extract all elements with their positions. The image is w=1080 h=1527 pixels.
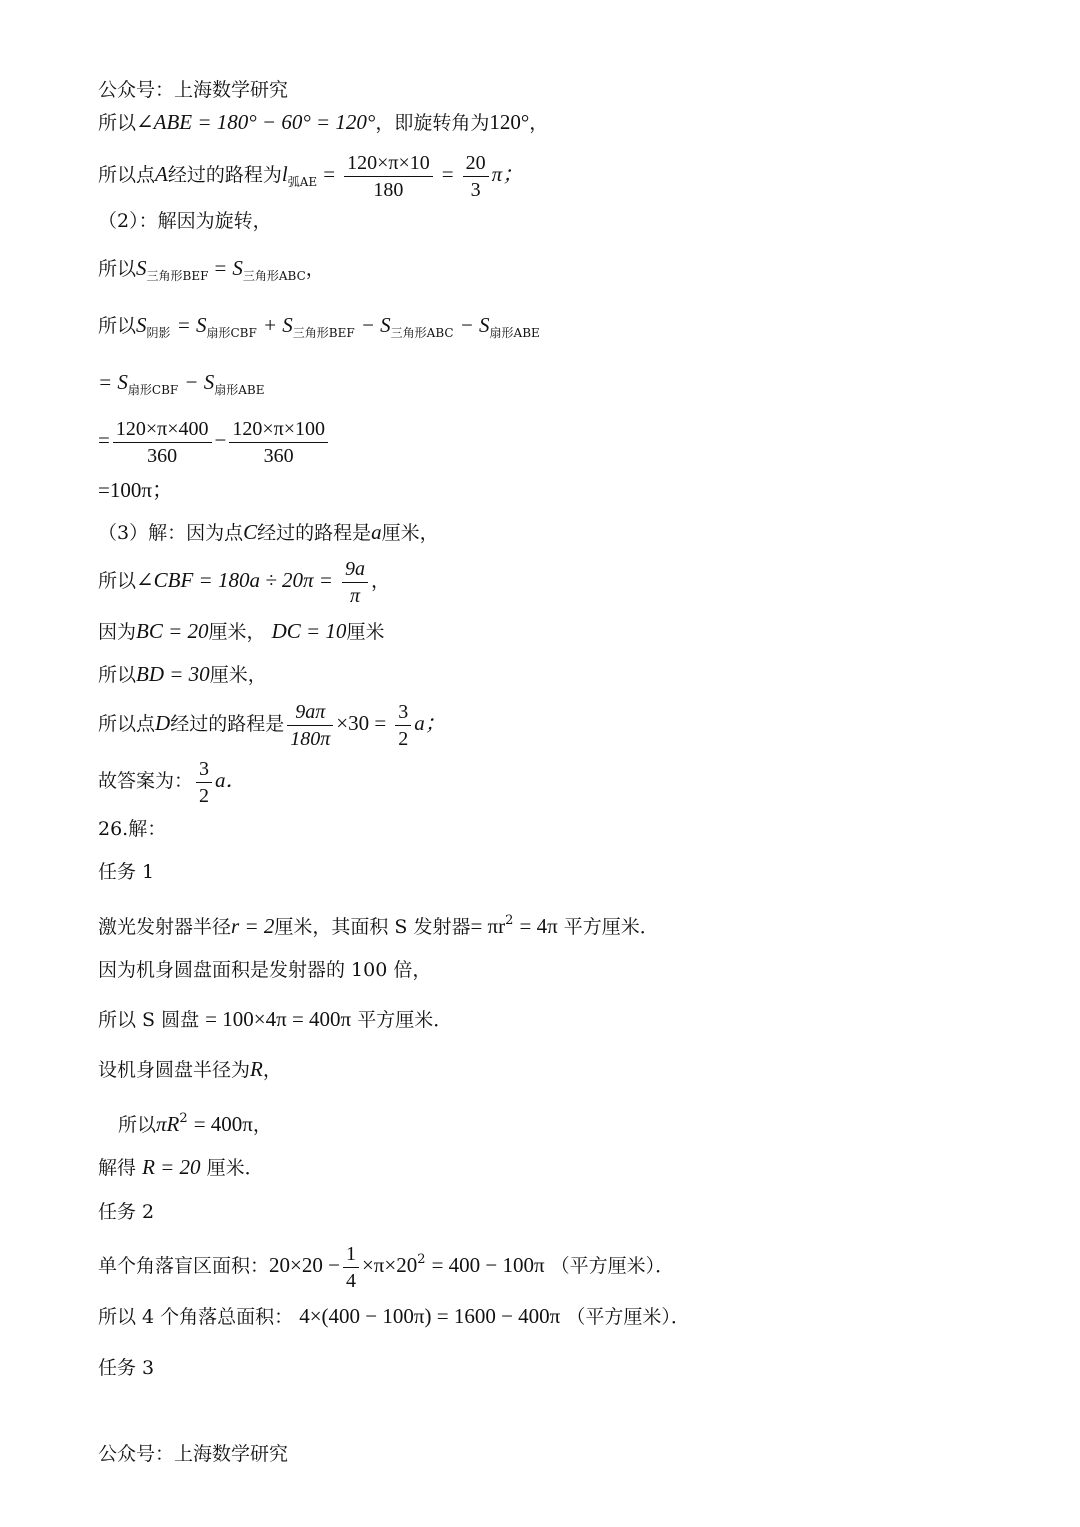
math-expression: ×π×20 bbox=[361, 1253, 418, 1277]
math-var: S bbox=[136, 256, 147, 280]
math-term: = S bbox=[98, 370, 128, 394]
math-term: − S bbox=[360, 313, 391, 337]
line-100-times: 因为机身圆盘面积是发射器的 100 倍， bbox=[98, 959, 432, 981]
math-term: = S bbox=[176, 313, 207, 337]
footer-watermark: 公众号：上海数学研究 bbox=[98, 1443, 289, 1465]
text: 解得 bbox=[98, 1157, 137, 1179]
text: （平方厘米）． bbox=[566, 1306, 690, 1328]
text: 经过的路程为 bbox=[167, 164, 282, 186]
fraction-numerator: 120×π×400 bbox=[113, 416, 212, 443]
text: （3）解：因为点 bbox=[98, 522, 244, 544]
line-task3: 任务 3 bbox=[98, 1357, 155, 1379]
math-expression: ∠ABE = 180° − 60° = 120° bbox=[136, 110, 376, 134]
text: 所以 S 圆盘 bbox=[98, 1009, 200, 1031]
text: ，即旋转角为 bbox=[375, 112, 490, 134]
math-term: − S bbox=[184, 370, 215, 394]
fraction bbox=[113, 416, 212, 469]
fraction bbox=[344, 150, 433, 203]
math-expression: ∠CBF = 180a ÷ 20π = bbox=[136, 568, 333, 592]
text: 所以点 bbox=[98, 164, 156, 186]
line-part3-intro bbox=[98, 520, 439, 545]
text: 平方厘米． bbox=[563, 916, 659, 938]
line-set-radius bbox=[98, 1057, 282, 1082]
text: ， bbox=[262, 1059, 282, 1081]
math-expression: ×30 = bbox=[336, 711, 387, 735]
text: 激光发射器半径 bbox=[98, 916, 232, 938]
fraction-numerator: 120×π×100 bbox=[229, 416, 328, 443]
header-watermark: 公众号：上海数学研究 bbox=[98, 79, 289, 101]
text: 所以 4 个角落总面积： bbox=[98, 1306, 294, 1328]
line-angle-abe bbox=[98, 110, 548, 135]
line-task1: 任务 1 bbox=[98, 861, 155, 883]
superscript: 2 bbox=[179, 1111, 188, 1126]
text: 故答案为： bbox=[98, 770, 194, 792]
line-angle-cbf bbox=[98, 552, 390, 609]
math-expression: BC = 20 bbox=[136, 619, 209, 643]
text: 厘米． bbox=[206, 1157, 264, 1179]
subscript: 弧AE bbox=[287, 175, 318, 189]
fraction-denominator: 4 bbox=[345, 1269, 356, 1292]
text: 经过的路程是 bbox=[257, 522, 372, 544]
math-var: R bbox=[250, 1057, 263, 1081]
text: 所以 bbox=[98, 315, 137, 337]
math-term: − S bbox=[459, 313, 490, 337]
fraction bbox=[287, 699, 333, 752]
line-equal-triangles bbox=[98, 256, 325, 288]
fraction-numerator: 3 bbox=[395, 699, 411, 726]
line-shaded-area bbox=[98, 313, 540, 345]
subscript: 三角形ABC bbox=[242, 269, 306, 283]
line-q26: 26.解： bbox=[98, 818, 167, 840]
line-d-path bbox=[98, 695, 446, 752]
math-expression: = 400 − 100π bbox=[431, 1253, 545, 1277]
math-expression: a； bbox=[414, 711, 446, 735]
math-var: S bbox=[232, 256, 243, 280]
text: ， bbox=[529, 112, 549, 134]
fraction bbox=[395, 699, 411, 752]
fraction-numerator: 9a bbox=[342, 556, 368, 583]
equals: = bbox=[323, 162, 336, 186]
line-answer bbox=[98, 752, 247, 809]
line-bd bbox=[98, 662, 267, 687]
subscript: 阴影 bbox=[146, 326, 171, 340]
math-var: A bbox=[155, 162, 168, 186]
subscript: 三角形BEF bbox=[146, 269, 209, 283]
math-expression: a． bbox=[215, 768, 247, 792]
math-expression: 4×(400 − 100π) = 1600 − 400π bbox=[299, 1304, 561, 1328]
fraction bbox=[229, 416, 328, 469]
text: 因为 bbox=[98, 621, 137, 643]
text: ， bbox=[370, 570, 390, 592]
math-expression: = 400π bbox=[193, 1112, 253, 1136]
line-corner-area bbox=[98, 1232, 674, 1294]
text: （平方厘米）． bbox=[550, 1255, 675, 1277]
line-fraction-difference bbox=[98, 412, 331, 469]
fraction-numerator: 20 bbox=[463, 150, 489, 177]
fraction-denominator: π bbox=[349, 584, 360, 607]
minus: − bbox=[214, 428, 227, 452]
math-expression: π； bbox=[491, 162, 524, 186]
text: 设机身圆盘半径为 bbox=[98, 1059, 251, 1081]
fraction-numerator: 120×π×10 bbox=[344, 150, 433, 177]
fraction-numerator: 3 bbox=[196, 756, 212, 783]
fraction-numerator: 9aπ bbox=[287, 699, 333, 726]
fraction bbox=[463, 150, 489, 203]
math-expression: = πr bbox=[470, 914, 506, 938]
math-expression: πR bbox=[156, 1112, 180, 1136]
fraction bbox=[196, 756, 212, 809]
line-radius-equation bbox=[118, 1107, 272, 1137]
text: 所以 bbox=[98, 112, 137, 134]
line-emitter-area bbox=[98, 909, 659, 939]
fraction-denominator: 180π bbox=[290, 727, 331, 750]
fraction-denominator: 360 bbox=[147, 444, 178, 467]
math-var: l bbox=[281, 162, 288, 186]
subscript: 三角形BEF bbox=[292, 326, 355, 340]
line-bc-dc bbox=[98, 619, 384, 644]
text: 厘米， bbox=[209, 664, 267, 686]
text: 经过的路程是 bbox=[170, 713, 285, 735]
text: 单个角落盲区面积： bbox=[98, 1255, 270, 1277]
math-expression: r = 2 bbox=[231, 914, 275, 938]
math-term: + S bbox=[262, 313, 293, 337]
math-expression: R = 20 bbox=[142, 1155, 201, 1179]
equals: = bbox=[441, 162, 454, 186]
superscript: 2 bbox=[505, 913, 514, 928]
text: ， bbox=[305, 258, 325, 280]
fraction-denominator: 3 bbox=[470, 178, 481, 201]
math-expression: DC = 10 bbox=[271, 619, 347, 643]
line-disk-area bbox=[98, 1007, 452, 1032]
fraction-numerator: 1 bbox=[343, 1241, 359, 1268]
line-radius-result bbox=[98, 1155, 264, 1180]
fraction-denominator: 2 bbox=[199, 784, 210, 807]
fraction-denominator: 2 bbox=[398, 727, 409, 750]
fraction-denominator: 180 bbox=[373, 178, 404, 201]
line-task2: 任务 2 bbox=[98, 1201, 155, 1223]
math-var: D bbox=[155, 711, 171, 735]
text: 所以 bbox=[98, 570, 137, 592]
math-expression: = 100×4π = 400π bbox=[205, 1007, 352, 1031]
text: 厘米， bbox=[208, 621, 266, 643]
text: 所以 bbox=[118, 1114, 157, 1136]
math-expression: 120° bbox=[489, 110, 530, 134]
math-var: C bbox=[243, 520, 258, 544]
math-var: S bbox=[136, 313, 147, 337]
subscript: 扇形CBF bbox=[206, 326, 257, 340]
text: 厘米 bbox=[346, 621, 385, 643]
subscript: 扇形ABE bbox=[489, 326, 540, 340]
text: ， bbox=[252, 1114, 272, 1136]
text: 所以 bbox=[98, 258, 137, 280]
text: 所以点 bbox=[98, 713, 156, 735]
math-expression: BD = 30 bbox=[136, 662, 210, 686]
line-total-corner-area bbox=[98, 1304, 690, 1329]
text: 厘米， bbox=[381, 522, 439, 544]
subscript: 三角形ABC bbox=[390, 326, 454, 340]
subscript: 扇形ABE bbox=[214, 383, 265, 397]
text: 平方厘米． bbox=[357, 1009, 453, 1031]
fraction bbox=[342, 556, 368, 609]
equals: = bbox=[214, 256, 227, 280]
superscript: 2 bbox=[417, 1252, 426, 1267]
line-result-100pi: =100π； bbox=[98, 478, 173, 502]
fraction bbox=[343, 1241, 359, 1294]
math-expression: = 4π bbox=[519, 914, 558, 938]
line-arc-length bbox=[98, 146, 523, 210]
subscript: 扇形CBF bbox=[127, 383, 179, 397]
fraction-denominator: 360 bbox=[263, 444, 294, 467]
math-expression: 20×20 − bbox=[269, 1253, 340, 1277]
line-sector-difference bbox=[98, 370, 264, 402]
equals: = bbox=[98, 428, 110, 452]
text: 所以 bbox=[98, 664, 137, 686]
line-part2-intro: （2）：解因为旋转， bbox=[98, 210, 272, 232]
text: 厘米，其面积 S 发射器 bbox=[274, 916, 471, 938]
math-var: a bbox=[371, 520, 382, 544]
